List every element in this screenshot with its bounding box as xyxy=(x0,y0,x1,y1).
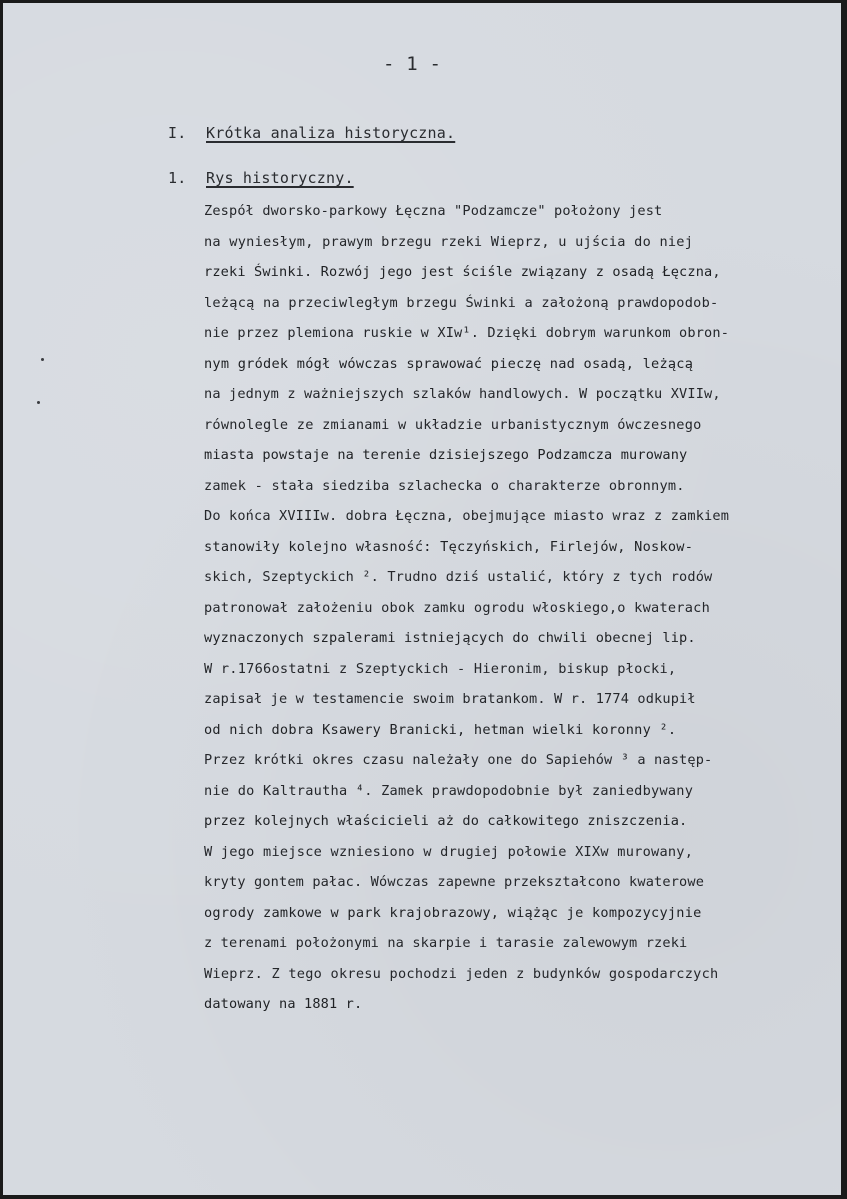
section-heading-title: Krótka analiza historyczna. xyxy=(206,124,456,142)
text-line: Do końca XVIIIw. dobra Łęczna, obejmujące miasto wraz z zamkiem xyxy=(204,508,730,524)
text-line: skich, Szeptyckich ². Trudno dziś ustalić, który z tych rodów xyxy=(204,569,713,585)
text-line: nym gródek mógł wówczas sprawować pieczę nad osadą, leżącą xyxy=(204,355,694,372)
text-line: Przez krótki okres czasu należały one do Sapiehów ³ a następ- xyxy=(204,752,713,768)
document-page xyxy=(3,3,841,1195)
section-heading-number: I. xyxy=(168,124,187,142)
text-line: zamek - stała siedziba szlachecka o charakterze obronnym. xyxy=(204,477,685,494)
text-line: na wyniesłym, prawym brzegu rzeki Wieprz, u ujścia do niej xyxy=(204,233,694,250)
subsection-heading-title: Rys historyczny. xyxy=(206,169,354,187)
text-line: kryty gontem pałac. Wówczas zapewne przekształcono kwaterowe xyxy=(204,874,705,890)
text-line: W jego miejsce wzniesiono w drugiej połowie XIXw murowany, xyxy=(204,843,694,860)
text-line: leżącą na przeciwległym brzegu Świnki a założoną prawdopodob- xyxy=(204,294,719,311)
text-line: na jednym z ważniejszych szlaków handlowych. W początku XVIIw, xyxy=(204,386,721,402)
margin-dot-mark xyxy=(37,401,40,404)
text-line: rzeki Świnki. Rozwój jego jest ściśle związany z osadą Łęczna, xyxy=(204,264,721,280)
text-line: datowany na 1881 r. xyxy=(204,996,363,1012)
text-line: Wieprz. Z tego okresu pochodzi jeden z budynków gospodarczych xyxy=(204,965,719,982)
text-line: przez kolejnych właścicieli aż do całkowitego zniszczenia. xyxy=(204,813,688,829)
text-line: zapisał je w testamencie swoim bratankom. W r. 1774 odkupił xyxy=(204,691,696,707)
text-line: ogrody zamkowe w park krajobrazowy, wiążąc je kompozycyjnie xyxy=(204,904,702,921)
text-line: z terenami położonymi na skarpie i tarasie zalewowym rzeki xyxy=(204,935,688,951)
text-line: patronował założeniu obok zamku ogrodu włoskiego,o kwaterach xyxy=(204,599,711,616)
margin-dot-mark xyxy=(41,358,44,361)
text-line: W r.1766ostatni z Szeptyckich - Hieronim, biskup płocki, xyxy=(204,660,677,677)
body-text xyxy=(204,201,841,1025)
text-line: Zespół dworsko-parkowy Łęczna "Podzamcze" położony jest xyxy=(204,203,663,219)
subsection-heading-number: 1. xyxy=(168,169,187,187)
page-number: - 1 - xyxy=(383,53,442,75)
section-heading xyxy=(168,124,455,142)
text-line: od nich dobra Ksawery Branicki, hetman wielki koronny ². xyxy=(204,721,677,738)
subsection-heading xyxy=(168,169,354,187)
text-line: nie przez plemiona ruskie w XIw¹. Dzięki dobrym warunkom obron- xyxy=(204,325,730,341)
text-line: stanowiły kolejno własność: Tęczyńskich, Firlejów, Noskow- xyxy=(204,538,694,555)
text-line: miasta powstaje na terenie dzisiejszego Podzamcza murowany xyxy=(204,447,688,463)
text-line: równolegle ze zmianami w układzie urbanistycznym ówczesnego xyxy=(204,416,702,433)
text-line: wyznaczonych szpalerami istniejących do chwili obecnej lip. xyxy=(204,630,696,646)
text-line: nie do Kaltrautha ⁴. Zamek prawdopodobnie był zaniedbywany xyxy=(204,782,694,799)
